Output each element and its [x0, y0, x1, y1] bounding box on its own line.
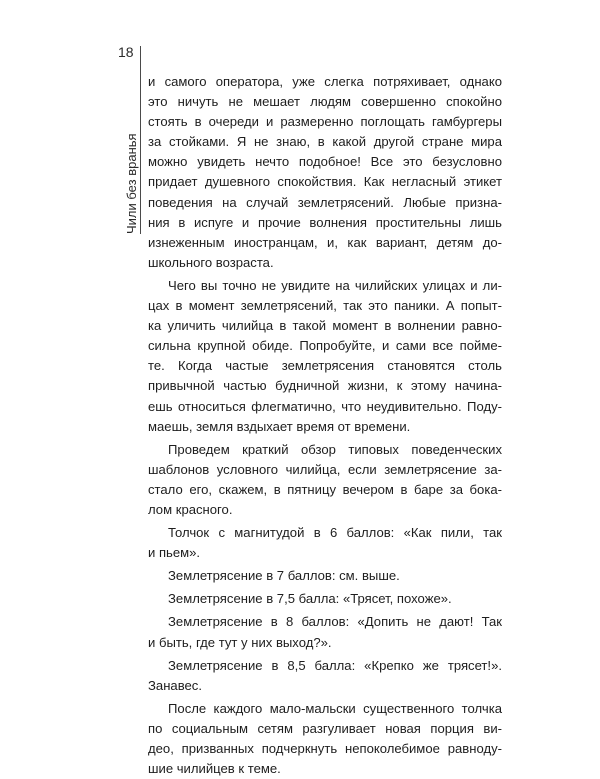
text-line: и самого оператора, уже слегка потряхивает, однако — [148, 74, 502, 89]
text-line: за стойками. Я не знаю, в какой другой стране мира — [148, 134, 502, 150]
paragraph — [148, 699, 502, 779]
text-line: Занавес. — [148, 677, 202, 693]
text-line: ка уличить чилийца в такой момент в волнении равно- — [148, 318, 502, 334]
text-line: школьного возраста. — [148, 254, 274, 270]
text-line: изнеженным иностранцам, и, как вариант, детям до- — [148, 234, 502, 250]
text-line: стало его, скажем, в пятницу вечером в баре за бока- — [148, 481, 502, 497]
text-line: по социальным сетям разгуливает новая порция ви- — [148, 720, 502, 736]
text-line: део, призванных подчеркнуть непоколебимое равноду- — [148, 741, 502, 756]
text-line: лом красного. — [148, 501, 233, 517]
text-line: сильна крупной обиде. Попробуйте, и сами все пойме- — [148, 338, 502, 354]
paragraph — [148, 589, 502, 609]
paragraph — [148, 440, 502, 520]
text-line: можно увидеть нечто подобное! Все это безусловно — [148, 154, 502, 170]
text-line: поведения на случай землетрясений. Любые призна- — [148, 194, 502, 210]
text-line: стоять в очереди и размеренно поглощать гамбургеры — [148, 114, 502, 130]
text-line: Толчок с магнитудой в 6 баллов: «Как пили, так — [168, 525, 502, 541]
paragraph — [148, 656, 502, 696]
text-line: Землетрясение в 8 баллов: «Допить не дают! Так — [168, 614, 502, 630]
text-line: и быть, где тут у них выход?». — [148, 634, 332, 650]
page-number: 18 — [118, 44, 134, 60]
text-line: После каждого мало-мальски существенного толчка — [168, 700, 502, 716]
text-line: Проведем краткий обзор типовых поведенческих — [168, 441, 502, 457]
paragraph — [148, 276, 502, 437]
text-line: шие чилийцев к теме. — [148, 761, 281, 777]
margin-divider-line — [140, 46, 141, 234]
text-line: Землетрясение в 7,5 балла: «Трясет, похоже». — [168, 591, 452, 607]
running-head: Чили без вранья — [124, 133, 139, 234]
text-line: привычной частью будничной жизни, к этому начина- — [148, 378, 502, 394]
paragraph — [148, 72, 502, 273]
text-line: ешь относиться флегматично, что неудивительно. Поду- — [148, 398, 502, 414]
text-line: Чего вы точно не увидите на чилийских улицах и ли- — [168, 277, 502, 293]
paragraph — [148, 523, 502, 563]
paragraph — [148, 566, 502, 586]
body-text — [148, 72, 502, 779]
text-line: цах в момент землетрясений, так это паники. А попыт- — [148, 298, 502, 314]
paragraph — [148, 612, 502, 652]
text-line: те. Когда частые землетрясения становятся столь — [148, 358, 502, 374]
text-line: Землетрясение в 8,5 балла: «Крепко же трясет!». — [168, 657, 502, 673]
text-line: маешь, земля вздыхает время от времени. — [148, 418, 411, 434]
text-line: Землетрясение в 7 баллов: см. выше. — [168, 568, 400, 584]
text-line: и пьем». — [148, 545, 201, 561]
text-line: это ничуть не мешает людям совершенно спокойно — [148, 94, 502, 110]
text-line: шаблонов условного чилийца, если землетрясение за- — [148, 461, 502, 477]
text-line: ния в испуге и прочие волнения простительны лишь — [148, 214, 502, 230]
text-line: придает душевного спокойствия. Как негласный этикет — [148, 174, 502, 190]
